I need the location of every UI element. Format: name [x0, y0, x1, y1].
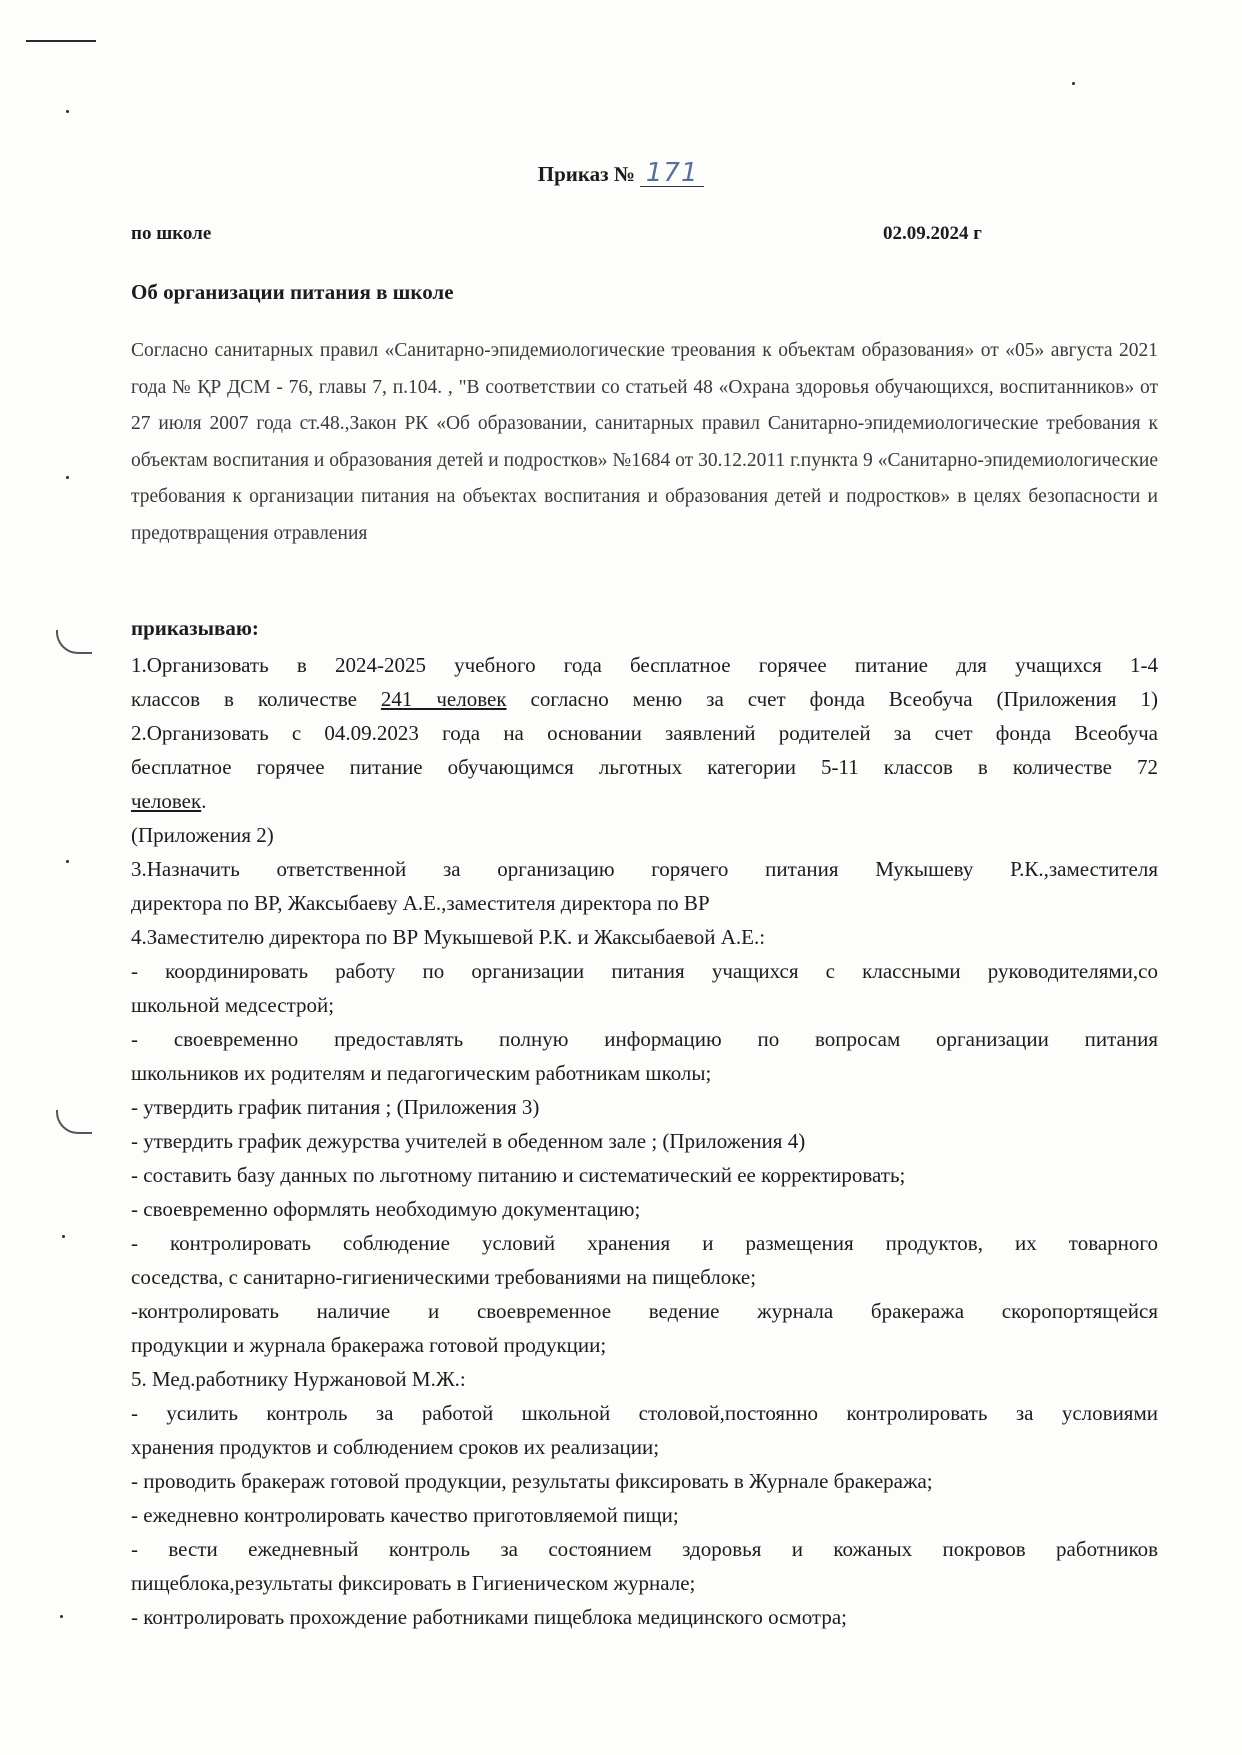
order-line: - ежедневно контролировать качество приготовляемой пищи; [131, 1503, 679, 1527]
scan-dot [66, 860, 69, 863]
order-line: пищеблока,результаты фиксировать в Гигиеническом журнале; [131, 1571, 696, 1595]
scan-mark-top-left [26, 40, 96, 42]
punch-hole-mark [56, 1110, 92, 1134]
order-place: по школе [131, 223, 212, 244]
order-line: человек. [131, 789, 207, 813]
preamble: Согласно санитарных правил «Санитарно-эпидемиологические треования к объектам образования» от «05» августа 2021 года № ҚР ДСМ - 76, главы 7, п.104. , "В соответствии со статьей 48 «Охрана здоровья обучающихся, воспитанников» от 27 июля 2007 года ст.48.,Закон РК «Об образовании, санитарных правил Санитарно-эпидемиологические требования к объектам воспитания и образования детей и подростков» №1684 от 30.12.2011 г.пункта 9 «Санитарно-эпидемиологические требования к организации питания на объектах воспитания и образования детей и подростков» в целях безопасности и предотвращения отравления [131, 340, 1158, 544]
order-line: продукции и журнала бракеража готовой продукции; [131, 1333, 607, 1357]
order-line: хранения продуктов и соблюдением сроков их реализации; [131, 1435, 660, 1459]
order-line: - своевременно оформлять необходимую документацию; [131, 1197, 641, 1221]
scan-dot [1072, 82, 1075, 85]
order-line: 5. Мед.работнику Нуржановой М.Ж.: [131, 1367, 466, 1391]
order-date: 02.09.2024 г [883, 223, 982, 244]
order-line: классов в количестве 241 человек согласно меню за счет фонда Всеобуча (Приложения 1) [131, 687, 1158, 711]
scan-dot [66, 110, 69, 113]
order-line: - утвердить график дежурства учителей в обеденном зале ; (Приложения 4) [131, 1129, 806, 1153]
document-title [0, 160, 1242, 187]
order-line: бесплатное горячее питание обучающимся льготных категории 5-11 классов в количестве 72 [131, 755, 1158, 779]
order-line: -контролировать наличие и своевременное ведение журнала бракеража скоропортящейся [131, 1299, 1158, 1323]
order-subject: Об организации питания в школе [131, 280, 454, 304]
title-prefix: Приказ № [537, 162, 635, 186]
order-line: - составить базу данных по льготному питанию и систематический ее корректировать; [131, 1163, 906, 1187]
order-line: - утвердить график питания ; (Приложения 3) [131, 1095, 540, 1119]
scan-dot [60, 1615, 63, 1618]
scan-dot [62, 1235, 65, 1238]
order-line: - проводить бракераж готовой продукции, результаты фиксировать в Журнале бракеража; [131, 1469, 933, 1493]
order-line: директора по ВР, Жаксыбаеву А.Е.,заместителя директора по ВР [131, 891, 710, 915]
order-line: 1.Организовать в 2024-2025 учебного года бесплатное горячее питание для учащихся 1-4 [131, 653, 1158, 677]
order-items [131, 648, 1158, 1634]
order-line: - вести ежедневный контроль за состоянием здоровья и кожаных покровов работников [131, 1537, 1158, 1561]
order-line: 4.Заместителю директора по ВР Мукышевой Р.К. и Жаксыбаевой А.Е.: [131, 925, 766, 949]
student-count: 241 человек [380, 687, 507, 711]
order-word: приказываю: [131, 616, 259, 640]
order-line: - контролировать прохождение работниками пищеблока медицинского осмотра; [131, 1605, 848, 1629]
order-line: - координировать работу по организации питания учащихся с классными руководителями,со [131, 959, 1158, 983]
order-line: школьников их родителям и педагогическим работникам школы; [131, 1061, 712, 1085]
scan-dot [66, 476, 69, 479]
order-line: - усилить контроль за работой школьной столовой,постоянно контролировать за условиями [131, 1401, 1158, 1425]
order-line: соседства, с санитарно-гигиеническими требованиями на пищеблоке; [131, 1265, 757, 1289]
order-line: 3.Назначить ответственной за организацию горячего питания Мукышеву Р.К.,заместителя [131, 857, 1158, 881]
punch-hole-mark [56, 630, 92, 654]
order-line: - своевременно предоставлять полную информацию по вопросам организации питания [131, 1027, 1158, 1051]
order-number: 171 [640, 160, 704, 187]
order-line: (Приложения 2) [131, 823, 274, 847]
order-line: 2.Организовать с 04.09.2023 года на основании заявлений родителей за счет фонда Всеобуча [131, 721, 1158, 745]
order-line: школьной медсестрой; [131, 993, 335, 1017]
order-line: - контролировать соблюдение условий хранения и размещения продуктов, их товарного [131, 1231, 1158, 1255]
